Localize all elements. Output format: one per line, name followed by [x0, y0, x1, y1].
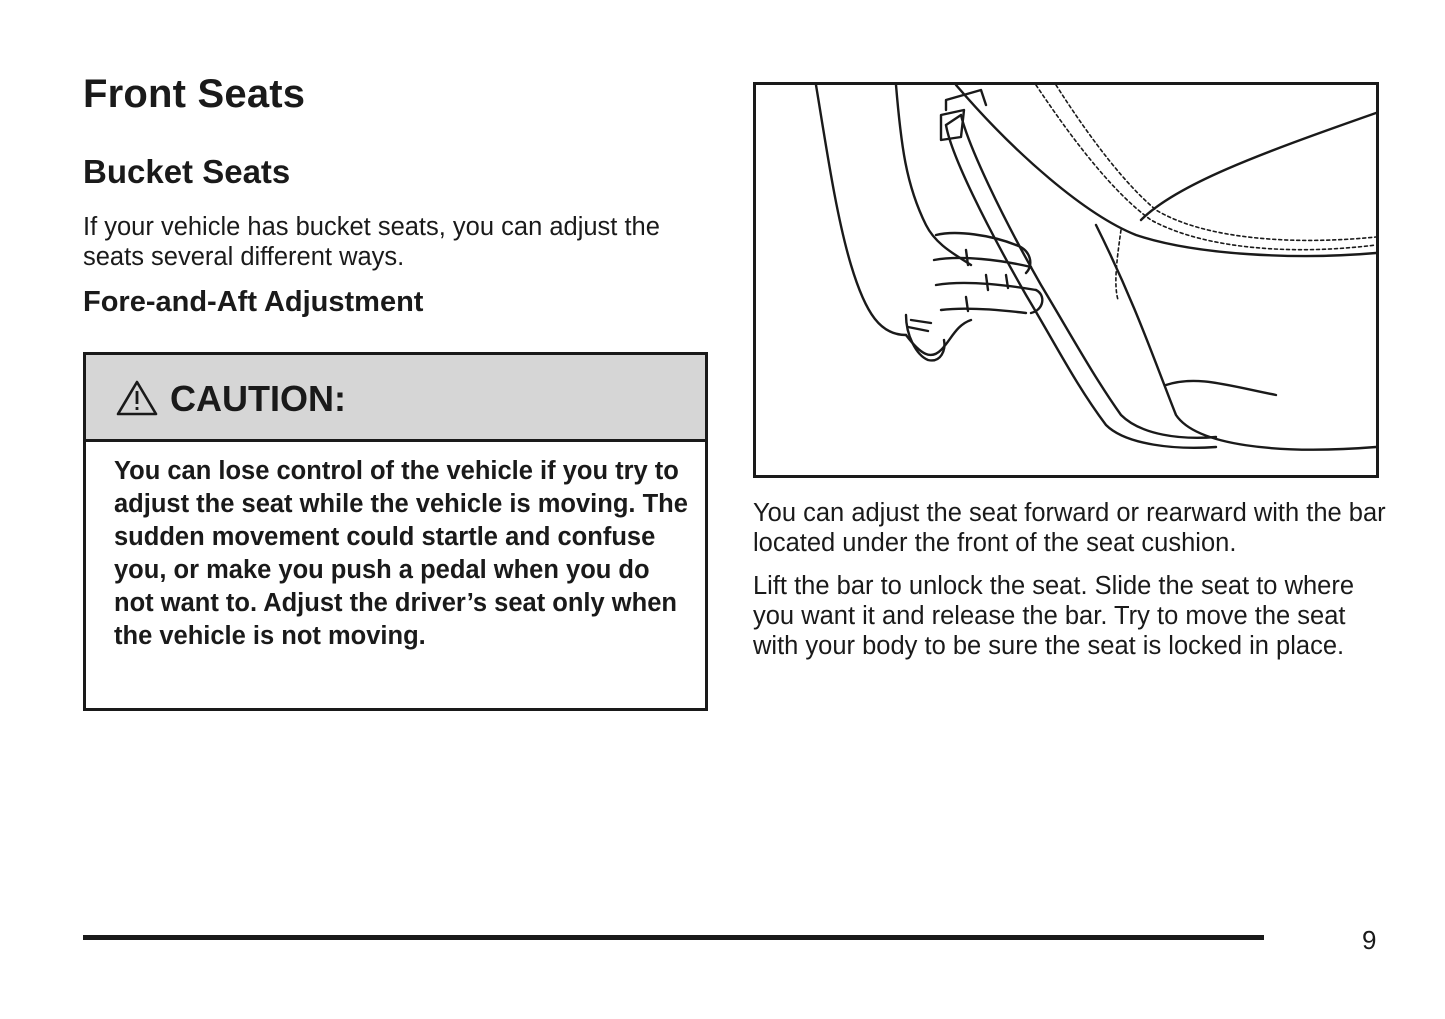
section-heading: Bucket Seats [83, 153, 291, 190]
footer-rule [83, 935, 1264, 940]
page-title: Front Seats [83, 72, 306, 116]
caution-text: You can lose control of the vehicle if you try to adjust the seat while the vehicle is moving. The sudden movement could startle and confuse you, or make you push a pedal when you do not want to. Adjust the driver’s seat only when the vehicle is not moving. [114, 457, 688, 650]
intro-paragraph: If your vehicle has bucket seats, you can adjust the seats several different ways. [83, 213, 660, 271]
caution-header [86, 355, 705, 442]
page-number: 9 [1362, 925, 1377, 955]
warning-triangle-icon [116, 380, 158, 416]
seat-bar-illustration [756, 85, 1376, 475]
caution-box [83, 352, 708, 711]
body-paragraph-1: You can adjust the seat forward or rearward with the bar located under the front of the seat cushion. [753, 499, 1386, 557]
seat-adjustment-figure [753, 82, 1379, 478]
caution-label: CAUTION: [170, 378, 346, 419]
body-paragraph-2: Lift the bar to unlock the seat. Slide the seat to where you want it and release the bar. Try to move the seat with your body to be sure the seat is locked in place. [753, 572, 1355, 660]
subsection-heading: Fore-and-Aft Adjustment [83, 286, 424, 318]
